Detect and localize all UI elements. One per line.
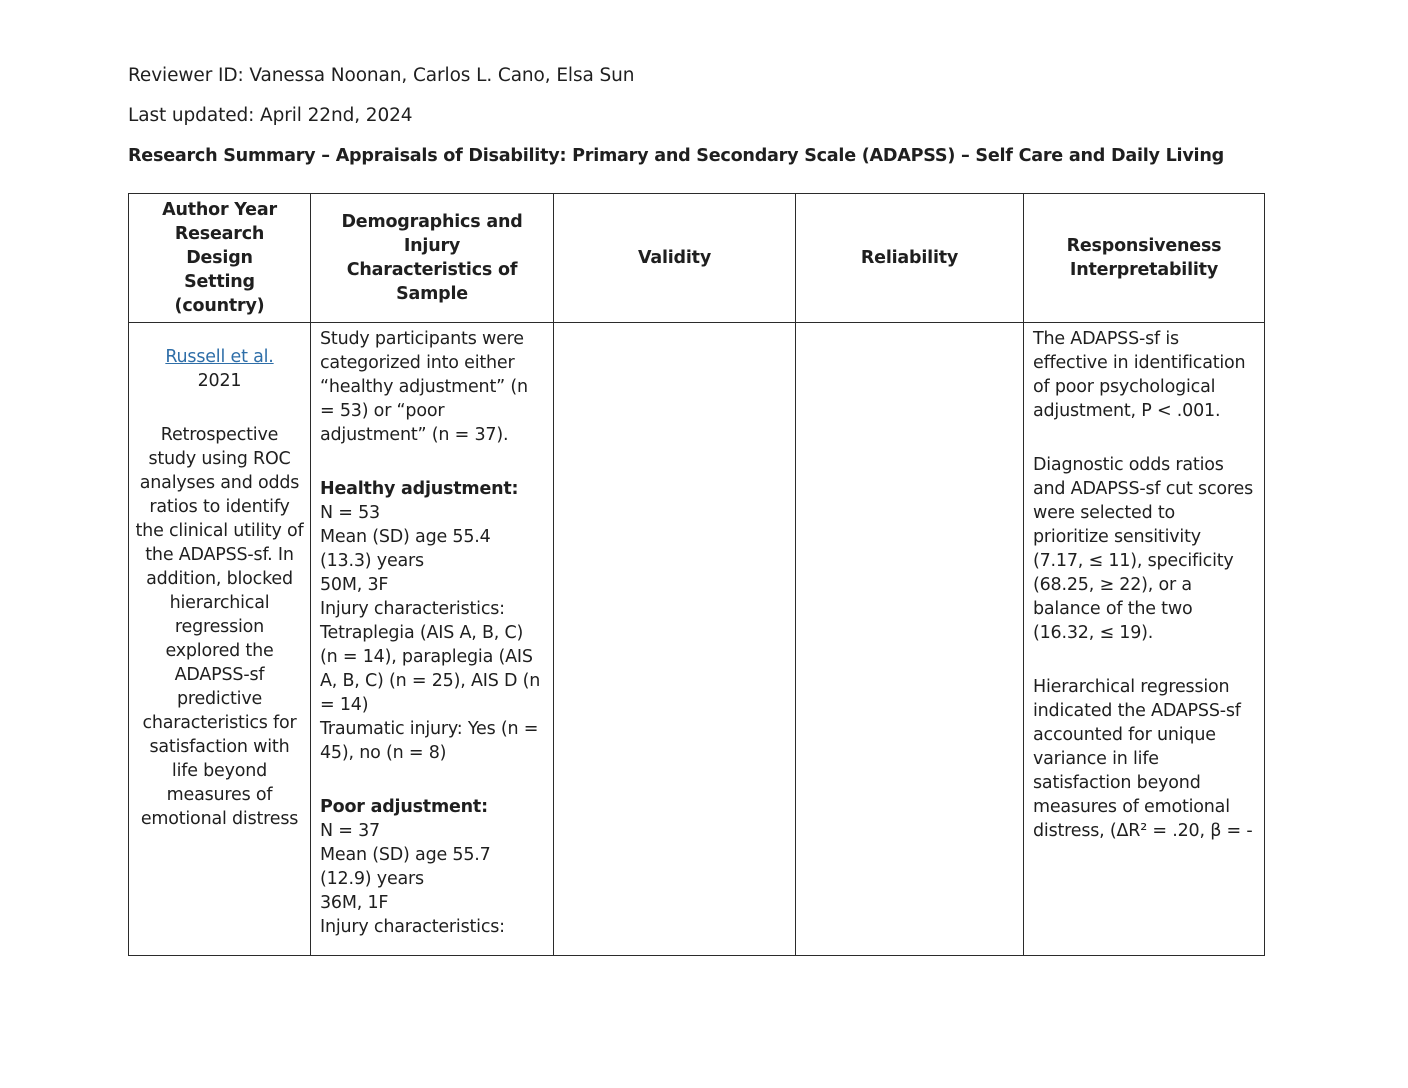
poor-line: Injury characteristics: [320, 917, 505, 937]
cell-demographics [311, 323, 554, 956]
study-year: 2021 [197, 371, 242, 391]
header-author-year-design [129, 194, 311, 323]
header-line: Author Year [162, 200, 277, 220]
header-line: Sample [396, 284, 468, 304]
header-line: Interpretability [1069, 260, 1219, 280]
author-link[interactable]: Russell et al. [165, 347, 274, 367]
validity-text [554, 323, 795, 327]
poor-line: N = 37 [320, 821, 380, 841]
responsiveness-paragraph: Hierarchical regression indicated the ADAPSS-sf accounted for unique variance in life satisfaction beyond measures of emotional distress, (ΔR² = .20, β = - [1033, 677, 1253, 841]
cell-author-design [129, 323, 311, 956]
header-demographics [311, 194, 554, 323]
header-line: Demographics and [341, 212, 523, 232]
healthy-line: Mean (SD) age 55.4 (13.3) years [320, 527, 491, 571]
last-updated-line: Last updated: April 22nd, 2024 [128, 105, 413, 126]
table-row [129, 323, 1265, 956]
responsiveness-paragraph: The ADAPSS-sf is effective in identification of poor psychological adjustment, P < .001. [1033, 329, 1246, 421]
header-line: Injury [403, 236, 461, 256]
header-line: (country) [174, 296, 265, 316]
header-line: Characteristics of [346, 260, 518, 280]
cell-validity [554, 323, 796, 956]
cell-responsiveness [1024, 323, 1265, 956]
header-reliability [796, 194, 1024, 323]
header-line: Design [186, 248, 253, 268]
header-line: Responsiveness [1066, 236, 1222, 256]
healthy-adjustment-heading: Healthy adjustment: [320, 479, 519, 499]
reviewer-line: Reviewer ID: Vanessa Noonan, Carlos L. Cano, Elsa Sun [128, 65, 635, 86]
header-validity [554, 194, 796, 323]
poor-line: Mean (SD) age 55.7 (12.9) years [320, 845, 491, 889]
header-line: Validity [637, 248, 712, 268]
research-summary-table [128, 193, 1265, 956]
poor-line: 36M, 1F [320, 893, 389, 913]
demographics-intro: Study participants were categorized into either “healthy adjustment” (n = 53) or “poor adjustment” (n = 37). [320, 329, 528, 445]
cell-reliability [796, 323, 1024, 956]
header-line: Reliability [860, 248, 959, 268]
header-line: Research [174, 224, 265, 244]
table-header-row [129, 194, 1265, 323]
header-responsiveness [1024, 194, 1265, 323]
poor-adjustment-heading: Poor adjustment: [320, 797, 488, 817]
healthy-line: 50M, 3F [320, 575, 389, 595]
responsiveness-paragraph: Diagnostic odds ratios and ADAPSS-sf cut scores were selected to prioritize sensitivity (7.17, ≤ 11), specificity (68.25, ≥ 22), or a balance of the two (16.32, ≤ 19). [1033, 455, 1253, 643]
healthy-line: Tetraplegia (AIS A, B, C) (n = 14), paraplegia (AIS A, B, C) (n = 25), AIS D (n = 14) [320, 623, 541, 715]
healthy-line: Injury characteristics: [320, 599, 505, 619]
healthy-line: Traumatic injury: Yes (n = 45), no (n = 8) [320, 719, 539, 763]
study-design: Retrospective study using ROC analyses and odds ratios to identify the clinical utility of the ADAPSS-sf. In addition, blocked hierarchical regression explored the ADAPSS-sf predictive characteristics for satisfaction with life beyond measures of emotional distress [135, 425, 304, 829]
document-title: Research Summary – Appraisals of Disability: Primary and Secondary Scale (ADAPSS) – Self Care and Daily Living [128, 146, 1224, 166]
reliability-text [796, 323, 1023, 327]
healthy-line: N = 53 [320, 503, 380, 523]
header-line: Setting [184, 272, 255, 292]
